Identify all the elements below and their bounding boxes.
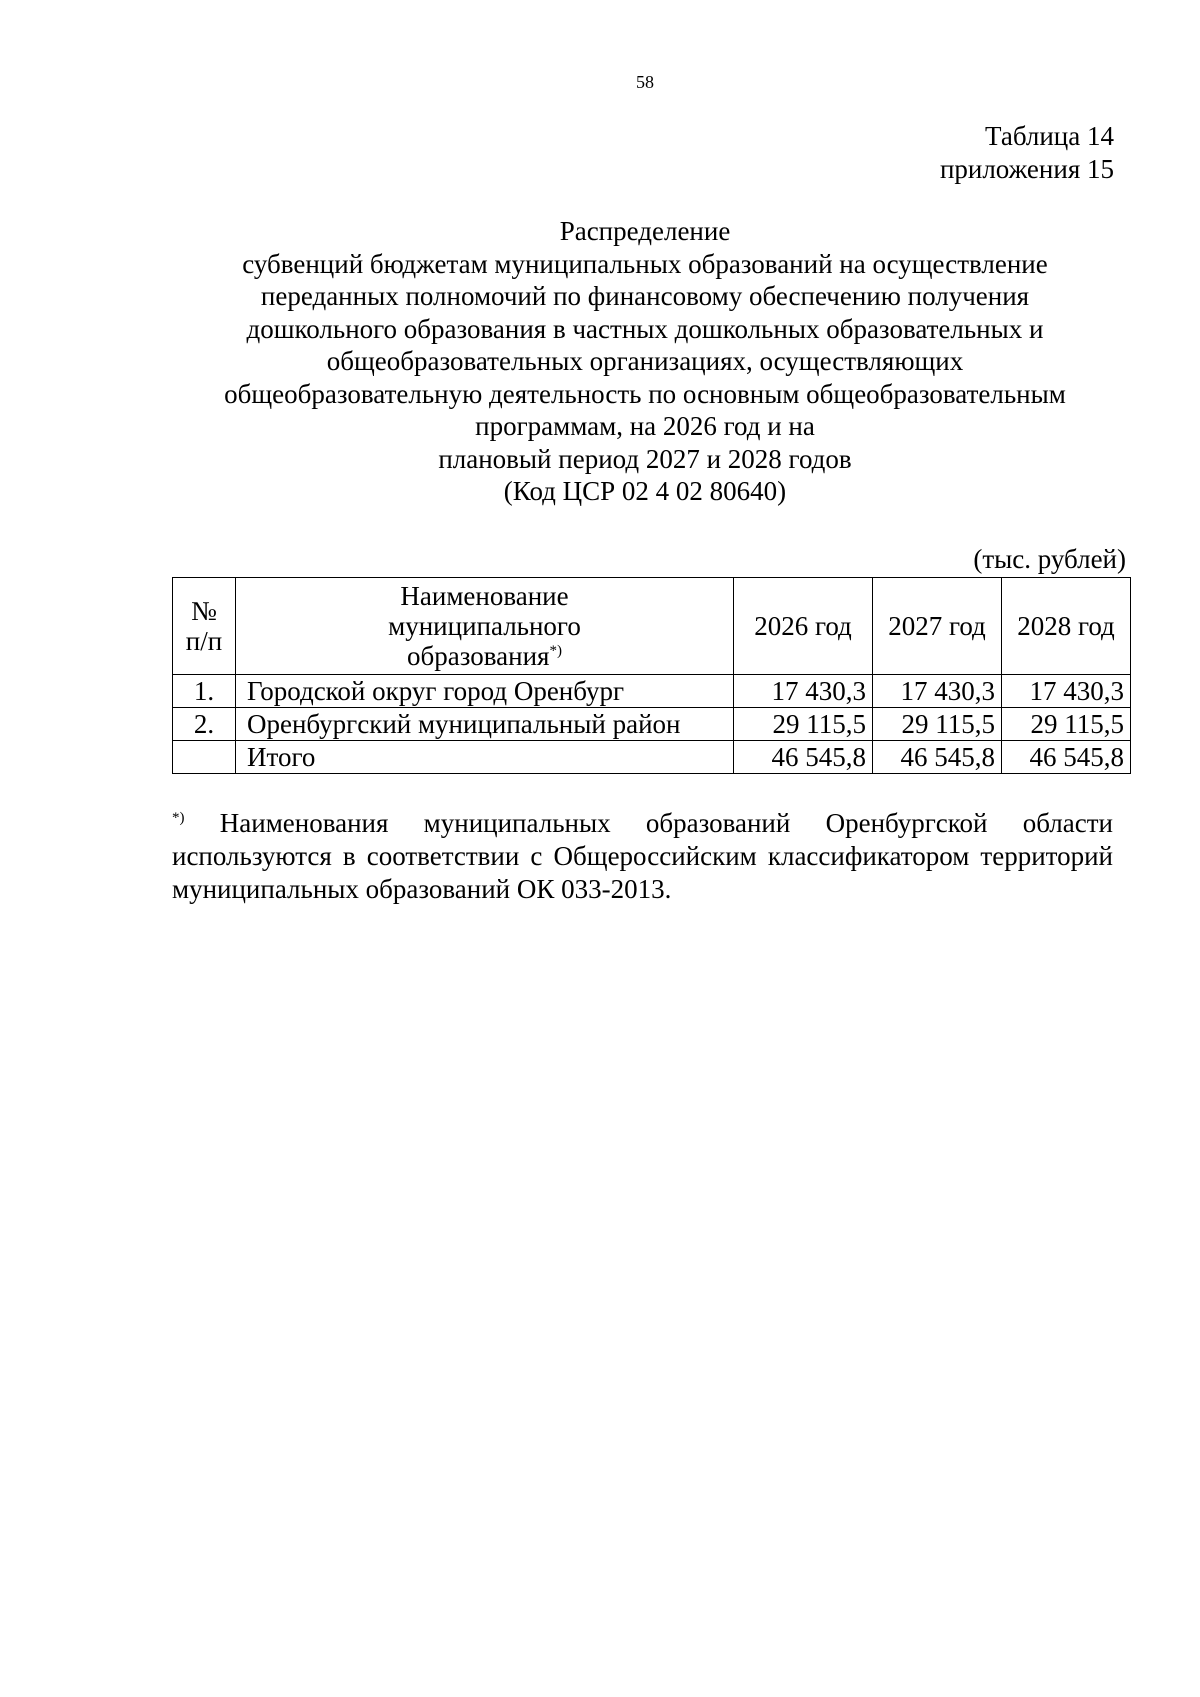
page-number: 58 [636,72,654,92]
title-line: плановый период 2027 и 2028 годов [438,443,852,474]
total-value-2027: 46 545,8 [873,741,1002,774]
appendix-number: приложения 15 [939,154,1114,184]
total-value-2028: 46 545,8 [1002,741,1131,774]
row-number: 1. [173,675,236,708]
title-line: субвенций бюджетам муниципальных образований на осуществление [242,248,1048,279]
footnote-text: Наименования муниципальных образований Оренбургской области используются в соответствии с Общероссийским классификатором территорий муниципальных образований ОК 033-2013. [172,808,1113,904]
row-value-2026: 17 430,3 [734,675,873,708]
title-line: дошкольного образования в частных дошкольных образовательных и [246,313,1044,344]
table-header-row [173,578,1131,675]
title-line: общеобразовательную деятельность по основным общеобразовательным [224,378,1066,409]
title-heading: Распределение [559,216,731,246]
header-name [236,578,734,675]
table-row [173,675,1131,708]
header-number [173,578,236,675]
title-line: (Код ЦСР 02 4 02 80640) [503,476,787,506]
document-title [150,215,1140,508]
title-line: переданных полномочий по финансовому обеспечению получения [260,281,1030,311]
units-label: (тыс. рублей) [973,544,1126,574]
header-year-2027: 2027 год [873,578,1002,675]
title-line: программам, на 2026 год и на [475,411,815,441]
distribution-table [172,577,1131,774]
footnote-marker: *) [172,810,185,826]
row-value-2027: 17 430,3 [873,675,1002,708]
footnote [172,807,1113,906]
total-label: Итого [236,741,734,774]
table-number: Таблица 14 [985,121,1114,151]
table-total-row [173,741,1131,774]
footnote-marker: *) [549,643,562,659]
header-number-abbr: п/п [185,626,223,656]
row-name: Городской округ город Оренбург [236,675,734,708]
row-value-2028: 29 115,5 [1002,708,1131,741]
row-value-2028: 17 430,3 [1002,675,1131,708]
header-name-line: Наименование [400,581,569,611]
header-name-text: образования [407,641,550,671]
header-name-line [242,641,727,671]
total-number-cell [173,741,236,774]
row-number: 2. [173,708,236,741]
header-number-sign: № [191,596,217,626]
header-year-2026: 2026 год [734,578,873,675]
row-name: Оренбургский муниципальный район [236,708,734,741]
table-reference [940,120,1114,186]
row-value-2027: 29 115,5 [873,708,1002,741]
header-year-2028: 2028 год [1002,578,1131,675]
header-name-line: муниципального [388,611,581,641]
table-row [173,708,1131,741]
row-value-2026: 29 115,5 [734,708,873,741]
total-value-2026: 46 545,8 [734,741,873,774]
title-line: общеобразовательных организациях, осуществляющих [326,346,964,376]
